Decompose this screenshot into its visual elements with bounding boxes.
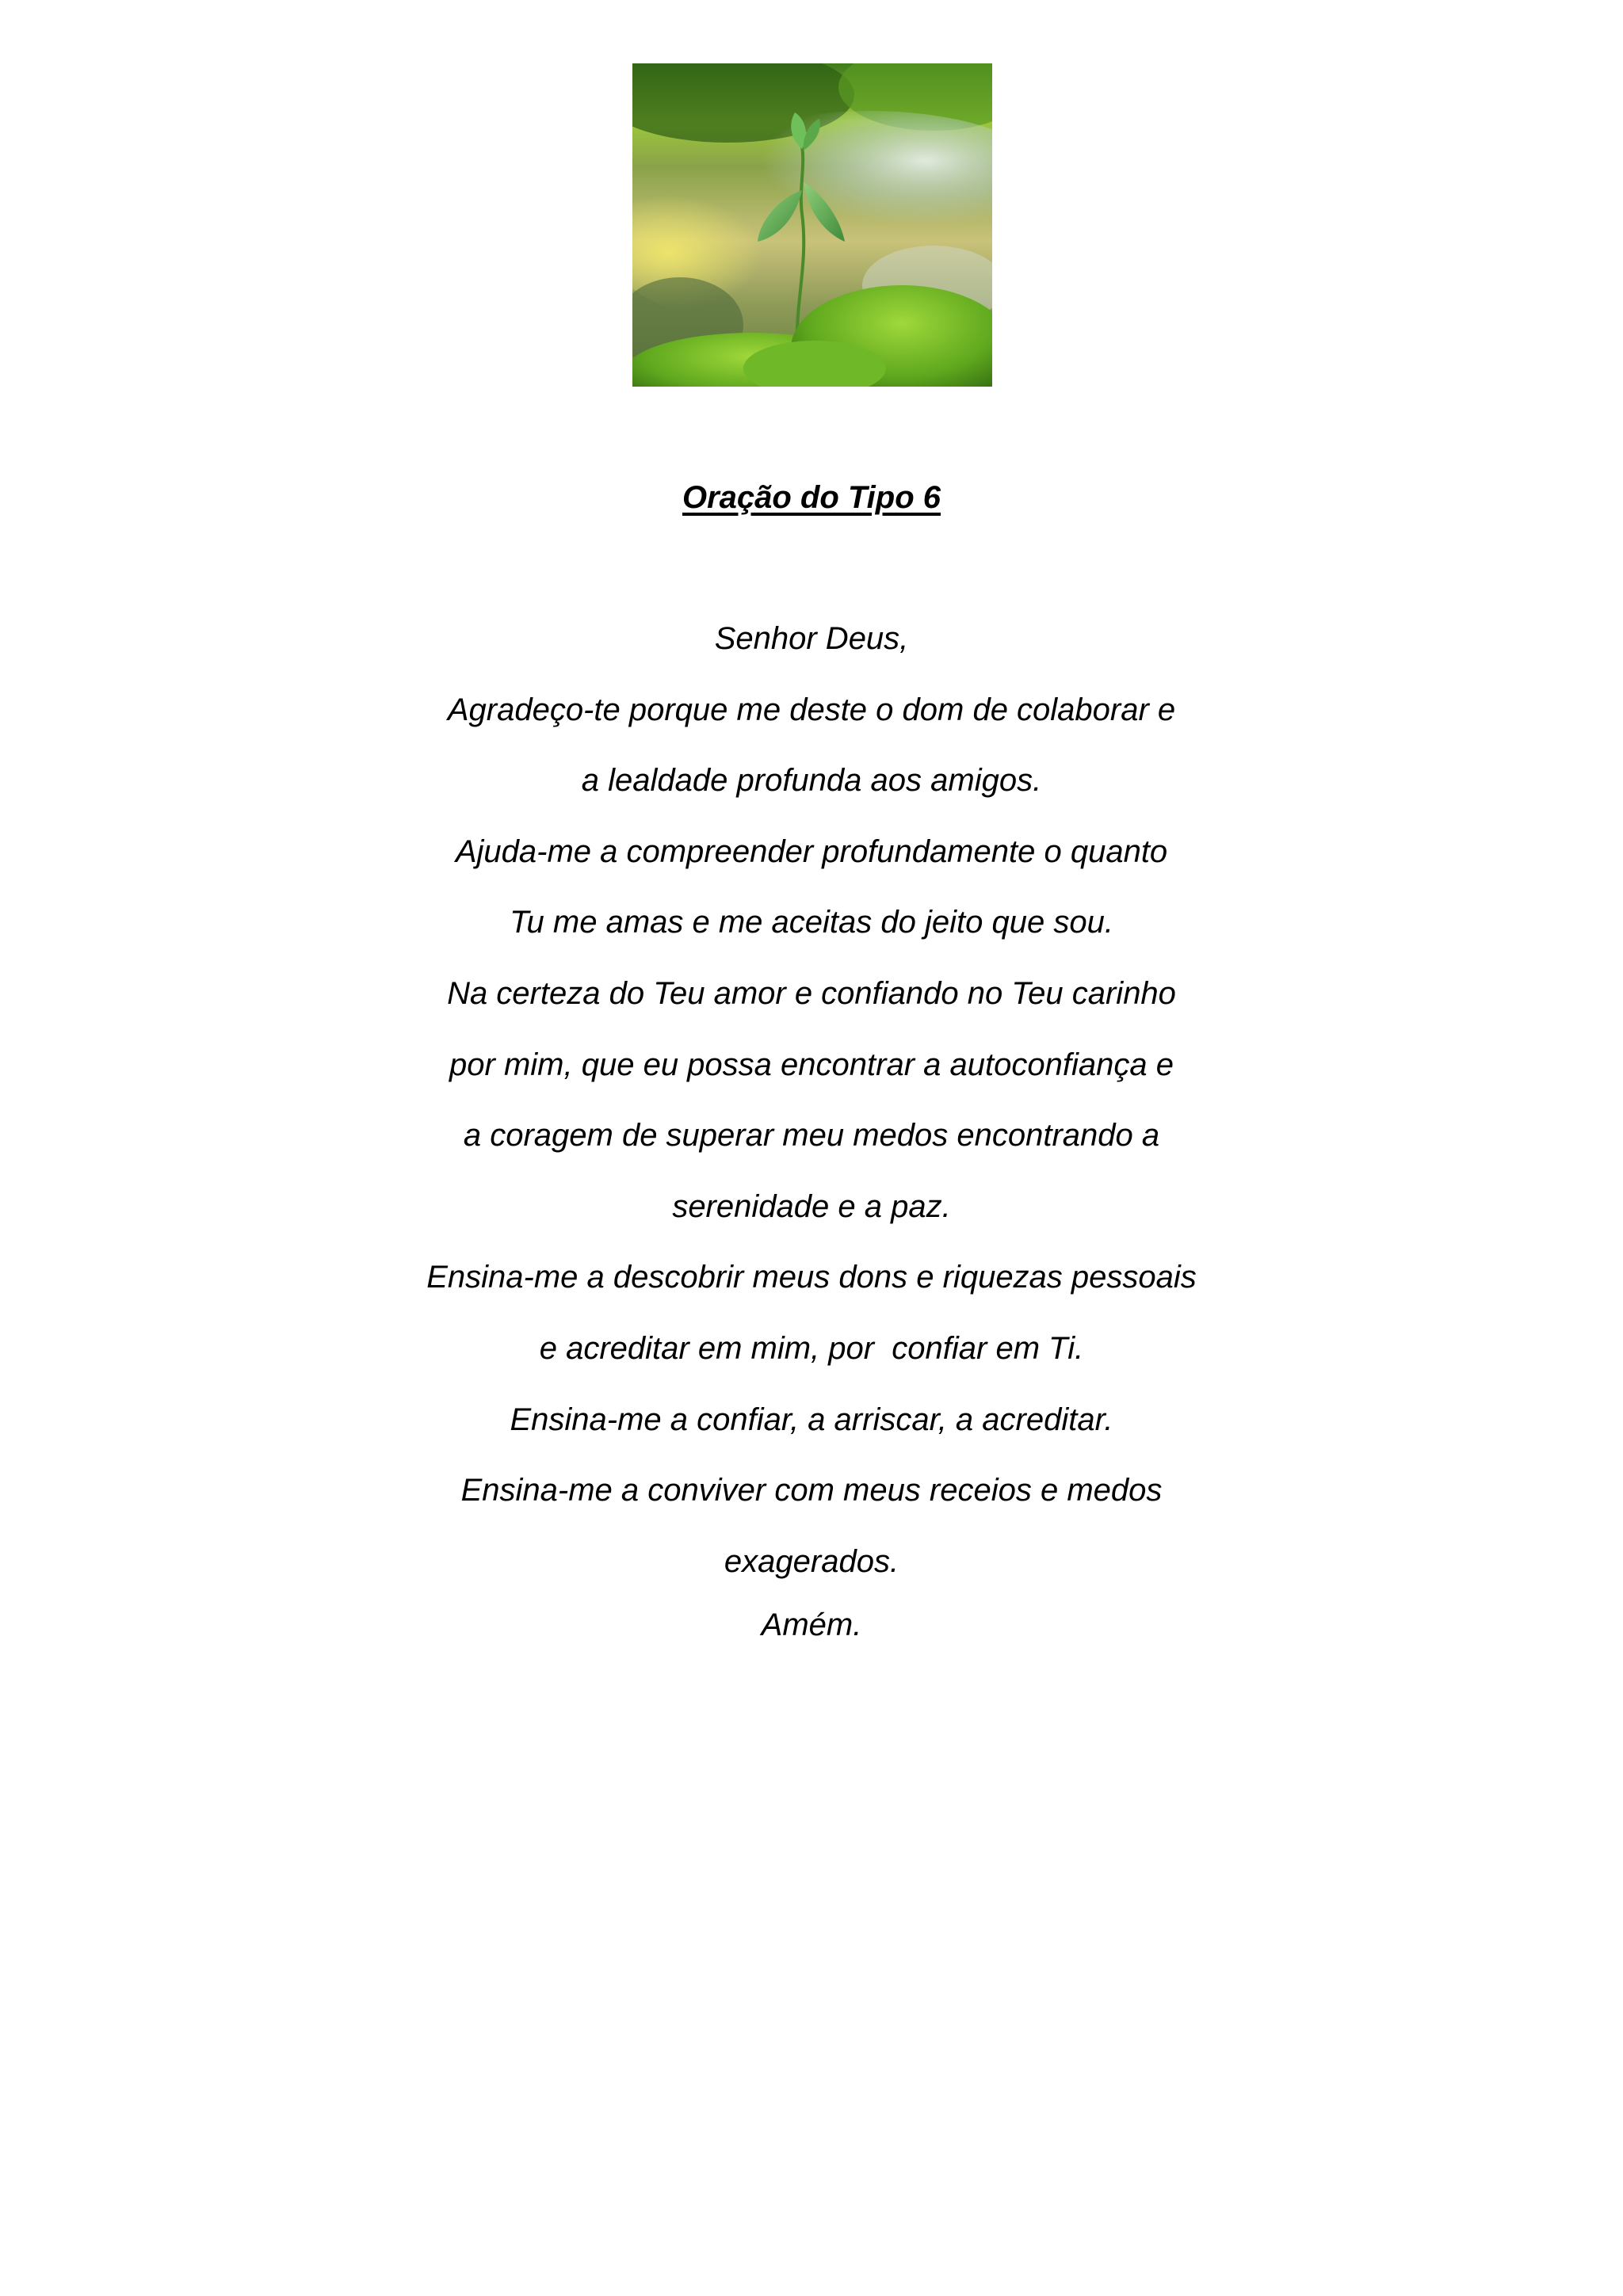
prayer-closing: Amém. [761, 1607, 862, 1642]
prayer-line: Ensina-me a conviver com meus receios e medos [460, 1473, 1163, 1508]
seedling-on-moss-icon [632, 63, 992, 387]
prayer-line: Ensina-me a descobrir meus dons e riquezas pessoais [426, 1260, 1197, 1295]
prayer-line: a lealdade profunda aos amigos. [581, 763, 1042, 799]
prayer-line: Agradeço-te porque me deste o dom de colaborar e [447, 692, 1176, 727]
document-title: Oração do Tipo 6 [682, 480, 941, 515]
prayer-line: Tu me amas e me aceitas do jeito que sou. [510, 905, 1113, 940]
prayer-line: Na certeza do Teu amor e confiando no Teu carinho [447, 975, 1176, 1011]
prayer-line: exagerados. [724, 1543, 899, 1579]
prayer-line: serenidade e a paz. [672, 1188, 951, 1224]
prayer-text [0, 615, 1623, 1672]
seedling-photo [632, 63, 992, 387]
prayer-line: e acreditar em mim, por confiar em Ti. [539, 1330, 1084, 1366]
prayer-line: a coragem de superar meu medos encontrando a [463, 1118, 1160, 1154]
prayer-line: Senhor Deus, [714, 621, 909, 656]
prayer-line: Ajuda-me a compreender profundamente o quanto [455, 833, 1168, 869]
prayer-line: Ensina-me a confiar, a arriscar, a acreditar. [510, 1402, 1113, 1437]
prayer-line: por mim, que eu possa encontrar a autoconfiança e [449, 1047, 1174, 1082]
